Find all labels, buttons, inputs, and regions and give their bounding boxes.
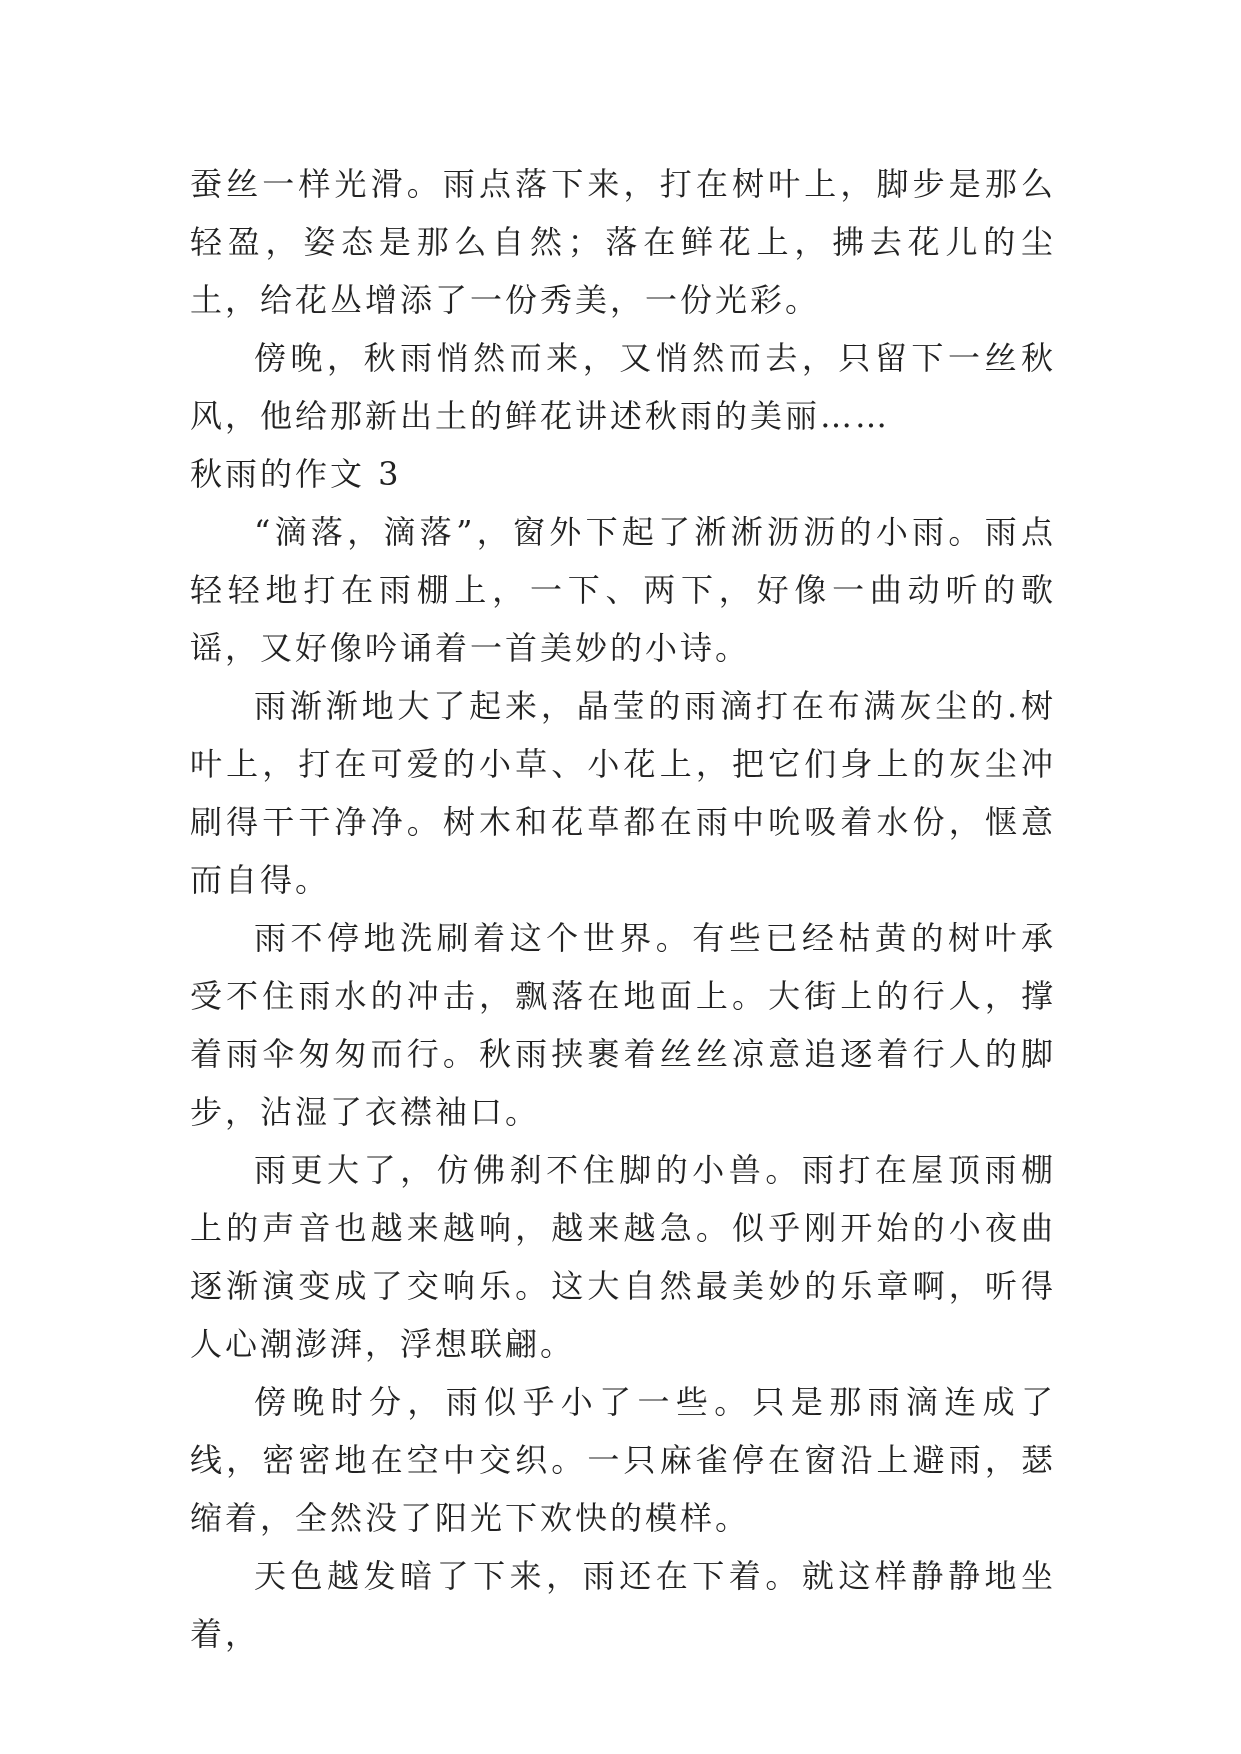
paragraph-rain-symphony: 雨更大了，仿佛刹不住脚的小兽。雨打在屋顶雨棚上的声音也越来越响，越来越急。似乎刚开始的小夜曲逐渐演变成了交响乐。这大自然最美妙的乐章啊，听得人心潮澎湃，浮想联翩。: [190, 1151, 1056, 1363]
paragraph-dusk: 傍晚时分，雨似乎小了一些。只是那雨滴连成了线，密密地在空中交织。一只麻雀停在窗沿上避雨，瑟缩着，全然没了阳光下欢快的模样。: [190, 1383, 1056, 1537]
paragraph-rain-heavier: 雨渐渐地大了起来，晶莹的雨滴打在布满灰尘的.树叶上，打在可爱的小草、小花上，把它们身上的灰尘冲刷得干干净净。树木和花草都在雨中吮吸着水份，惬意而自得。: [190, 687, 1056, 899]
section-title: 秋雨的作文 3: [190, 455, 402, 493]
paragraph-rain-start: “滴落，滴落”，窗外下起了淅淅沥沥的小雨。雨点轻轻地打在雨棚上，一下、两下，好像一曲动听的歌谣，又好像吟诵着一首美妙的小诗。: [190, 513, 1056, 667]
paragraph-evening: 傍晚，秋雨悄然而来，又悄然而去，只留下一丝秋风，他给那新出土的鲜花讲述秋雨的美丽……: [190, 339, 1056, 435]
document-body: [190, 155, 1056, 1663]
paragraph-darkening: 天色越发暗了下来，雨还在下着。就这样静静地坐着，: [190, 1557, 1056, 1653]
paragraph-rain-washing: 雨不停地洗刷着这个世界。有些已经枯黄的树叶承受不住雨水的冲击，飘落在地面上。大街上的行人，撑着雨伞匆匆而行。秋雨挟裹着丝丝凉意追逐着行人的脚步，沾湿了衣襟袖口。: [190, 919, 1056, 1131]
paragraph-continuation: 蚕丝一样光滑。雨点落下来，打在树叶上，脚步是那么轻盈，姿态是那么自然；落在鲜花上，拂去花儿的尘土，给花丛增添了一份秀美，一份光彩。: [190, 165, 1056, 319]
